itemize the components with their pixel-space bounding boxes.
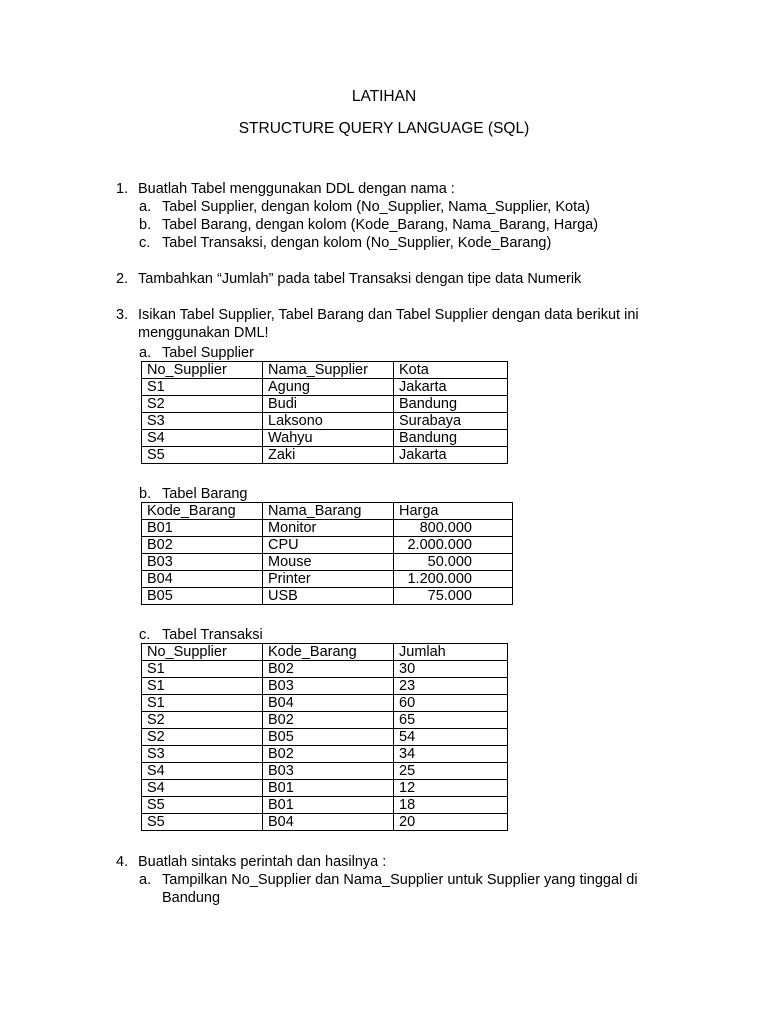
table-row (142, 746, 508, 763)
table-cell: S2 (142, 712, 263, 729)
item-letter: a. (139, 872, 152, 888)
table-row (142, 661, 508, 678)
table-cell: S3 (142, 413, 263, 430)
item-letter: b. (139, 217, 152, 233)
table-row (142, 379, 508, 396)
table-cell: CPU (263, 537, 394, 554)
table-cell: Budi (263, 396, 394, 413)
table-cell: Mouse (263, 554, 394, 571)
table-cell: S5 (142, 447, 263, 464)
table-cell: 20 (394, 814, 508, 831)
header-cell: Nama_Supplier (263, 362, 394, 379)
table-cell: Zaki (263, 447, 394, 464)
table-cell: S1 (142, 379, 263, 396)
table-cell: B03 (142, 554, 263, 571)
table-cell: B02 (142, 537, 263, 554)
table-row (142, 712, 508, 729)
table-cell: S5 (142, 797, 263, 814)
table-cell: Printer (263, 571, 394, 588)
table-cell: 60 (394, 695, 508, 712)
item-text: Tabel Supplier (162, 345, 254, 361)
header-cell: Kota (394, 362, 508, 379)
table-row (142, 780, 508, 797)
price-cell: 75.000 (394, 588, 513, 605)
header-cell: Harga (394, 503, 513, 520)
table-cell: S5 (142, 814, 263, 831)
item-letter: c. (139, 627, 151, 643)
item-text: Tabel Barang (162, 486, 248, 502)
table-row (142, 588, 513, 605)
table-cell: Bandung (394, 430, 508, 447)
table-cell: B01 (263, 797, 394, 814)
table-cell: Agung (263, 379, 394, 396)
table-cell: B02 (263, 661, 394, 678)
table-cell: B02 (263, 746, 394, 763)
question-text: Buatlah sintaks perintah dan hasilnya : (138, 854, 387, 870)
question-number: 1. (116, 181, 129, 197)
table-cell: Monitor (263, 520, 394, 537)
item-text: Tabel Barang, dengan kolom (Kode_Barang, Nama_Barang, Harga) (162, 217, 599, 233)
table-cell: B01 (142, 520, 263, 537)
table-cell: S4 (142, 780, 263, 797)
table-cell: Laksono (263, 413, 394, 430)
table-row (142, 695, 508, 712)
table-cell: Jakarta (394, 379, 508, 396)
table-cell: B01 (263, 780, 394, 797)
table-row (142, 537, 513, 554)
table-row (142, 763, 508, 780)
table-cell: 23 (394, 678, 508, 695)
transaksi-table (141, 643, 508, 831)
table-cell: S2 (142, 396, 263, 413)
table-cell: Bandung (394, 396, 508, 413)
document-subtitle: STRUCTURE QUERY LANGUAGE (SQL) (238, 120, 530, 137)
barang-table (141, 502, 513, 605)
table-cell: Jakarta (394, 447, 508, 464)
item-letter: b. (139, 486, 152, 502)
table-cell: 30 (394, 661, 508, 678)
question-number: 3. (116, 307, 129, 323)
question-text: Isikan Tabel Supplier, Tabel Barang dan Tabel Supplier dengan data berikut ini menggunakan DML! (138, 307, 639, 341)
header-cell: Jumlah (394, 644, 508, 661)
item-letter: a. (139, 199, 152, 215)
table-row (142, 729, 508, 746)
price-cell: 800.000 (394, 520, 513, 537)
question-text: Tambahkan “Jumlah” pada tabel Transaksi dengan tipe data Numerik (138, 271, 582, 287)
table-row (142, 447, 508, 464)
table-row (142, 554, 513, 571)
item-text: Tabel Transaksi (162, 627, 263, 643)
table-cell: S2 (142, 729, 263, 746)
question-number: 4. (116, 854, 129, 870)
table-cell: S4 (142, 763, 263, 780)
table-cell: B04 (263, 814, 394, 831)
table-cell: S1 (142, 678, 263, 695)
table-cell: S1 (142, 695, 263, 712)
table-cell: S3 (142, 746, 263, 763)
table-cell: B05 (142, 588, 263, 605)
table-row (142, 797, 508, 814)
document-title: LATIHAN (351, 88, 417, 105)
header-cell: Kode_Barang (263, 644, 394, 661)
price-cell: 50.000 (394, 554, 513, 571)
question-text: Buatlah Tabel menggunakan DDL dengan nama : (138, 181, 455, 197)
table-row (142, 396, 508, 413)
table-cell: 54 (394, 729, 508, 746)
table-cell: B05 (263, 729, 394, 746)
table-cell: S4 (142, 430, 263, 447)
table-row (142, 520, 513, 537)
table-cell: 25 (394, 763, 508, 780)
price-cell: 1.200.000 (394, 571, 513, 588)
table-row (142, 678, 508, 695)
table-row (142, 430, 508, 447)
table-cell: B03 (263, 678, 394, 695)
table-cell: 12 (394, 780, 508, 797)
table-cell: USB (263, 588, 394, 605)
table-header-row (142, 503, 513, 520)
item-letter: c. (139, 235, 151, 251)
header-cell: Nama_Barang (263, 503, 394, 520)
table-cell: Wahyu (263, 430, 394, 447)
table-row (142, 814, 508, 831)
table-cell: B03 (263, 763, 394, 780)
table-row (142, 571, 513, 588)
table-cell: B04 (263, 695, 394, 712)
supplier-table (141, 361, 508, 464)
item-text: Tabel Transaksi, dengan kolom (No_Supplier, Kode_Barang) (162, 235, 552, 251)
price-cell: 2.000.000 (394, 537, 513, 554)
table-cell: Surabaya (394, 413, 508, 430)
table-cell: S1 (142, 661, 263, 678)
table-cell: 34 (394, 746, 508, 763)
table-cell: B04 (142, 571, 263, 588)
question-number: 2. (116, 271, 129, 287)
item-letter: a. (139, 345, 152, 361)
header-cell: No_Supplier (142, 644, 263, 661)
table-row (142, 413, 508, 430)
header-cell: No_Supplier (142, 362, 263, 379)
item-text: Tabel Supplier, dengan kolom (No_Supplier, Nama_Supplier, Kota) (162, 199, 591, 215)
table-header-row (142, 362, 508, 379)
item-text: Tampilkan No_Supplier dan Nama_Supplier untuk Supplier yang tinggal di Bandung (162, 872, 638, 906)
table-cell: B02 (263, 712, 394, 729)
header-cell: Kode_Barang (142, 503, 263, 520)
table-header-row (142, 644, 508, 661)
table-cell: 65 (394, 712, 508, 729)
table-cell: 18 (394, 797, 508, 814)
